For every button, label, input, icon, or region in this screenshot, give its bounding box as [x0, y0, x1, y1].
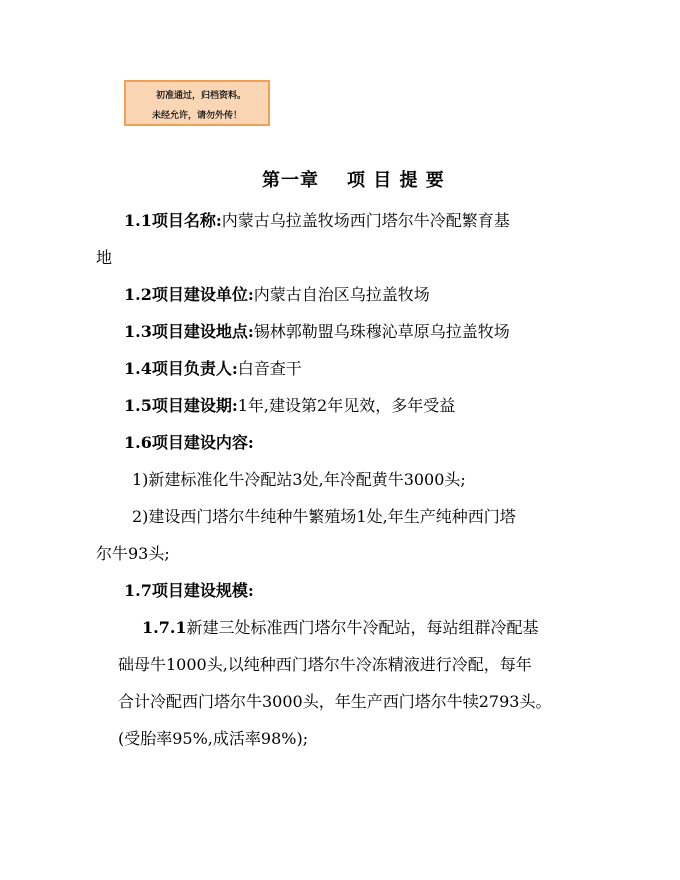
item-value: 白音查干 — [237, 359, 302, 378]
item-value: 内蒙古自治区乌拉盖牧场 — [253, 285, 430, 304]
item-value: 1年,建设第2年见效，多年受益 — [237, 396, 456, 415]
chapter-label: 第一章 — [262, 170, 319, 191]
item-period — [124, 395, 455, 417]
content-line: 2)建设西门塔尔牛纯种牛繁殖场1处,年生产纯种西门塔 — [132, 507, 516, 526]
item-label: 1.5项目建设期: — [124, 396, 238, 415]
item-value: 内蒙古乌拉盖牧场西门塔尔牛冷配繁育基 — [221, 211, 510, 230]
item-label: 1.4项目负责人: — [124, 359, 238, 378]
content-line: 1)新建标准化牛冷配站3处,年冷配黄牛3000头; — [132, 470, 466, 489]
item-content-heading — [124, 432, 254, 454]
item-label: 1.6项目建设内容: — [124, 433, 254, 452]
item-builder — [124, 284, 430, 306]
item-label: 1.1项目名称: — [124, 211, 222, 230]
scale-sub-number: 1.7.1 — [142, 618, 187, 637]
item-label: 1.3项目建设地点: — [124, 322, 254, 341]
item-manager — [124, 358, 302, 380]
stamp-line-1: 初准通过，归档资料。 — [156, 91, 247, 101]
scale-line: 合计冷配西门塔尔牛3000头，年生产西门塔尔牛犊2793头。 — [118, 692, 552, 711]
scale-line — [142, 617, 539, 639]
item-project-name-cont: 地 — [96, 248, 113, 267]
scale-text: 新建三处标准西门塔尔牛冷配站，每站组群冷配基 — [186, 618, 539, 637]
approval-stamp — [124, 80, 270, 126]
content-line-cont: 尔牛93头; — [96, 544, 170, 563]
item-value: 锡林郭勒盟乌珠穆沁草原乌拉盖牧场 — [253, 322, 510, 341]
stamp-line-2: 未经允许，请勿外传！ — [152, 111, 243, 121]
scale-line: (受胎率95%,成活率98%); — [118, 729, 309, 748]
scale-heading — [124, 580, 254, 602]
item-label: 1.2项目建设单位: — [124, 285, 254, 304]
chapter-title — [262, 170, 445, 192]
chapter-name: 项 目 提 要 — [347, 170, 445, 191]
item-label: 1.7项目建设规模: — [124, 581, 254, 600]
item-project-name — [124, 210, 510, 232]
item-location — [124, 321, 510, 343]
scale-line: 础母牛1000头,以纯种西门塔尔牛冷冻精液进行冷配，每年 — [118, 655, 532, 674]
